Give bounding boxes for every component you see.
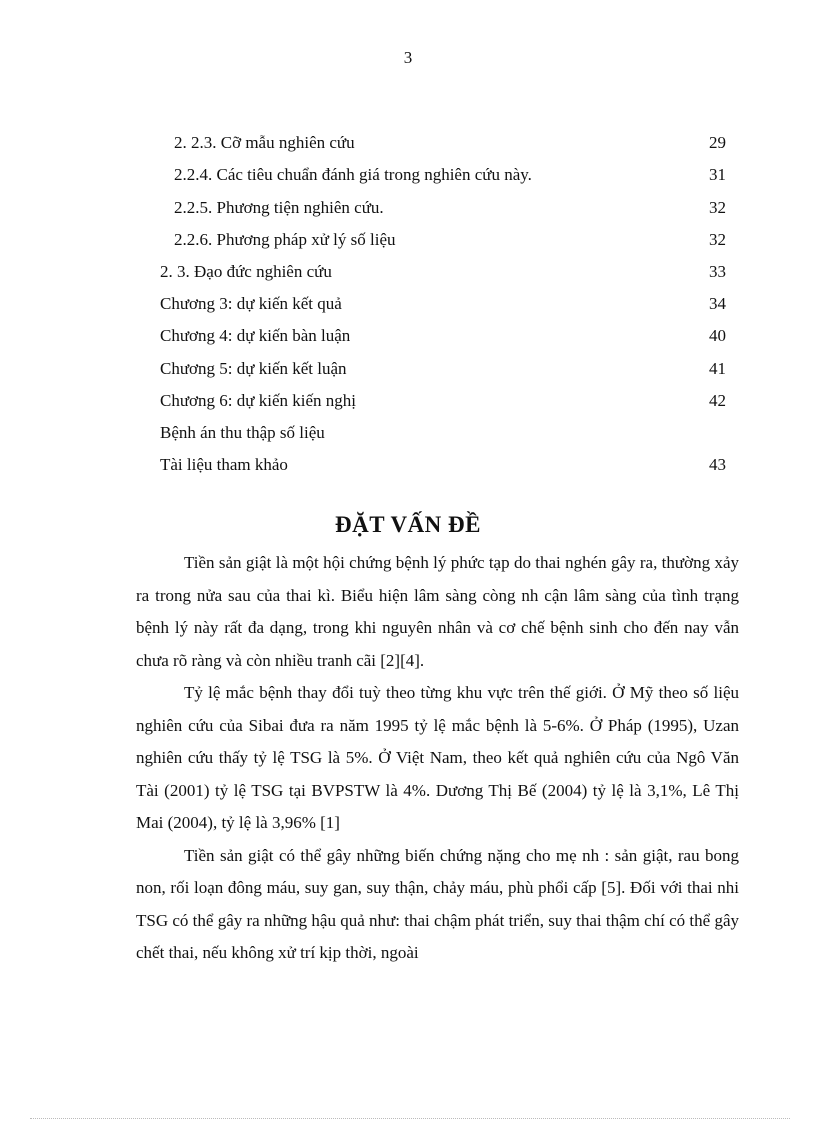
toc-entry-label: 2.2.4. Các tiêu chuẩn đánh giá trong nghiên cứu này. — [174, 165, 532, 184]
toc-entry-label: Chương 6: dự kiến kiến nghị — [160, 391, 356, 410]
toc-entry-page: 42 — [709, 391, 726, 410]
toc-entry-page: 32 — [709, 198, 726, 217]
toc-entry-page: 29 — [709, 133, 726, 152]
toc-entry-page: 31 — [709, 165, 726, 184]
toc-entry-label: Tài liệu tham khảo — [160, 455, 288, 474]
toc-entry-label: Chương 4: dự kiến bàn luận — [160, 326, 351, 345]
toc-entry-page: 32 — [709, 230, 726, 249]
toc-entry-label: 2.2.6. Phương pháp xử lý số liệu — [174, 230, 396, 249]
toc-entry-label: Bệnh án thu thập số liệu — [160, 423, 325, 442]
toc-entry-label: 2. 3. Đạo đức nghiên cứu — [160, 262, 332, 281]
footer-divider — [30, 1118, 790, 1119]
paragraph: Tiền sản giật có thể gây những biến chứng nặng cho mẹ nh : sản giật, rau bong non, rối loạn đông máu, suy gan, suy thận, chảy máu, phù phổi cấp [5]. Đối với thai nhi TSG có thể gây ra những hậu quả như: thai chậm phát triển, suy thai thậm chí có thể gây chết thai, nếu không xử trí kịp thời, ngoài — [136, 845, 739, 962]
toc-entry-page: 40 — [709, 326, 726, 345]
body-text — [136, 547, 739, 970]
toc-entry-page: 34 — [709, 294, 726, 313]
paragraph: Tỷ lệ mắc bệnh thay đổi tuỳ theo từng khu vực trên thế giới. Ở Mỹ theo số liệu nghiên cứu của Sibai đưa ra năm 1995 tỷ lệ mắc bệnh là 5-6%. Ở Pháp (1995), Uzan nghiên cứu thấy tỷ lệ TSG là 5%. Ở Việt Nam, theo kết quả nghiên cứu của Ngô Văn Tài (2001) tỷ lệ TSG tại BVPSTW là 4%. Dương Thị Bế (2004) tỷ lệ là 3,1%, Lê Thị Mai (2004), tỷ lệ là 3,96% [1] — [136, 683, 739, 832]
toc-entry-label: 2. 2.3. Cỡ mẫu nghiên cứu — [174, 133, 355, 152]
page-number: 3 — [403, 48, 413, 67]
paragraph: Tiền sản giật là một hội chứng bệnh lý phức tạp do thai nghén gây ra, thường xảy ra trong nửa sau của thai kì. Biểu hiện lâm sàng còng nh cận lâm sàng của tình trạng bệnh lý này rất đa dạng, trong khi nguyên nhân và cơ chế bệnh sinh cho đến nay vẫn chưa rõ ràng và còn nhiều tranh cãi [2][4]. — [136, 553, 739, 670]
section-heading: ĐẶT VẤN ĐỀ — [334, 512, 481, 537]
toc-entry-page: 33 — [709, 262, 726, 281]
toc-entry-label: 2.2.5. Phương tiện nghiên cứu. — [174, 198, 384, 217]
toc-entry-page: 41 — [709, 359, 726, 378]
toc-entry-page: 43 — [709, 455, 726, 474]
toc-entry-label: Chương 3: dự kiến kết quả — [160, 294, 342, 313]
toc-entry-label: Chương 5: dự kiến kết luận — [160, 359, 347, 378]
